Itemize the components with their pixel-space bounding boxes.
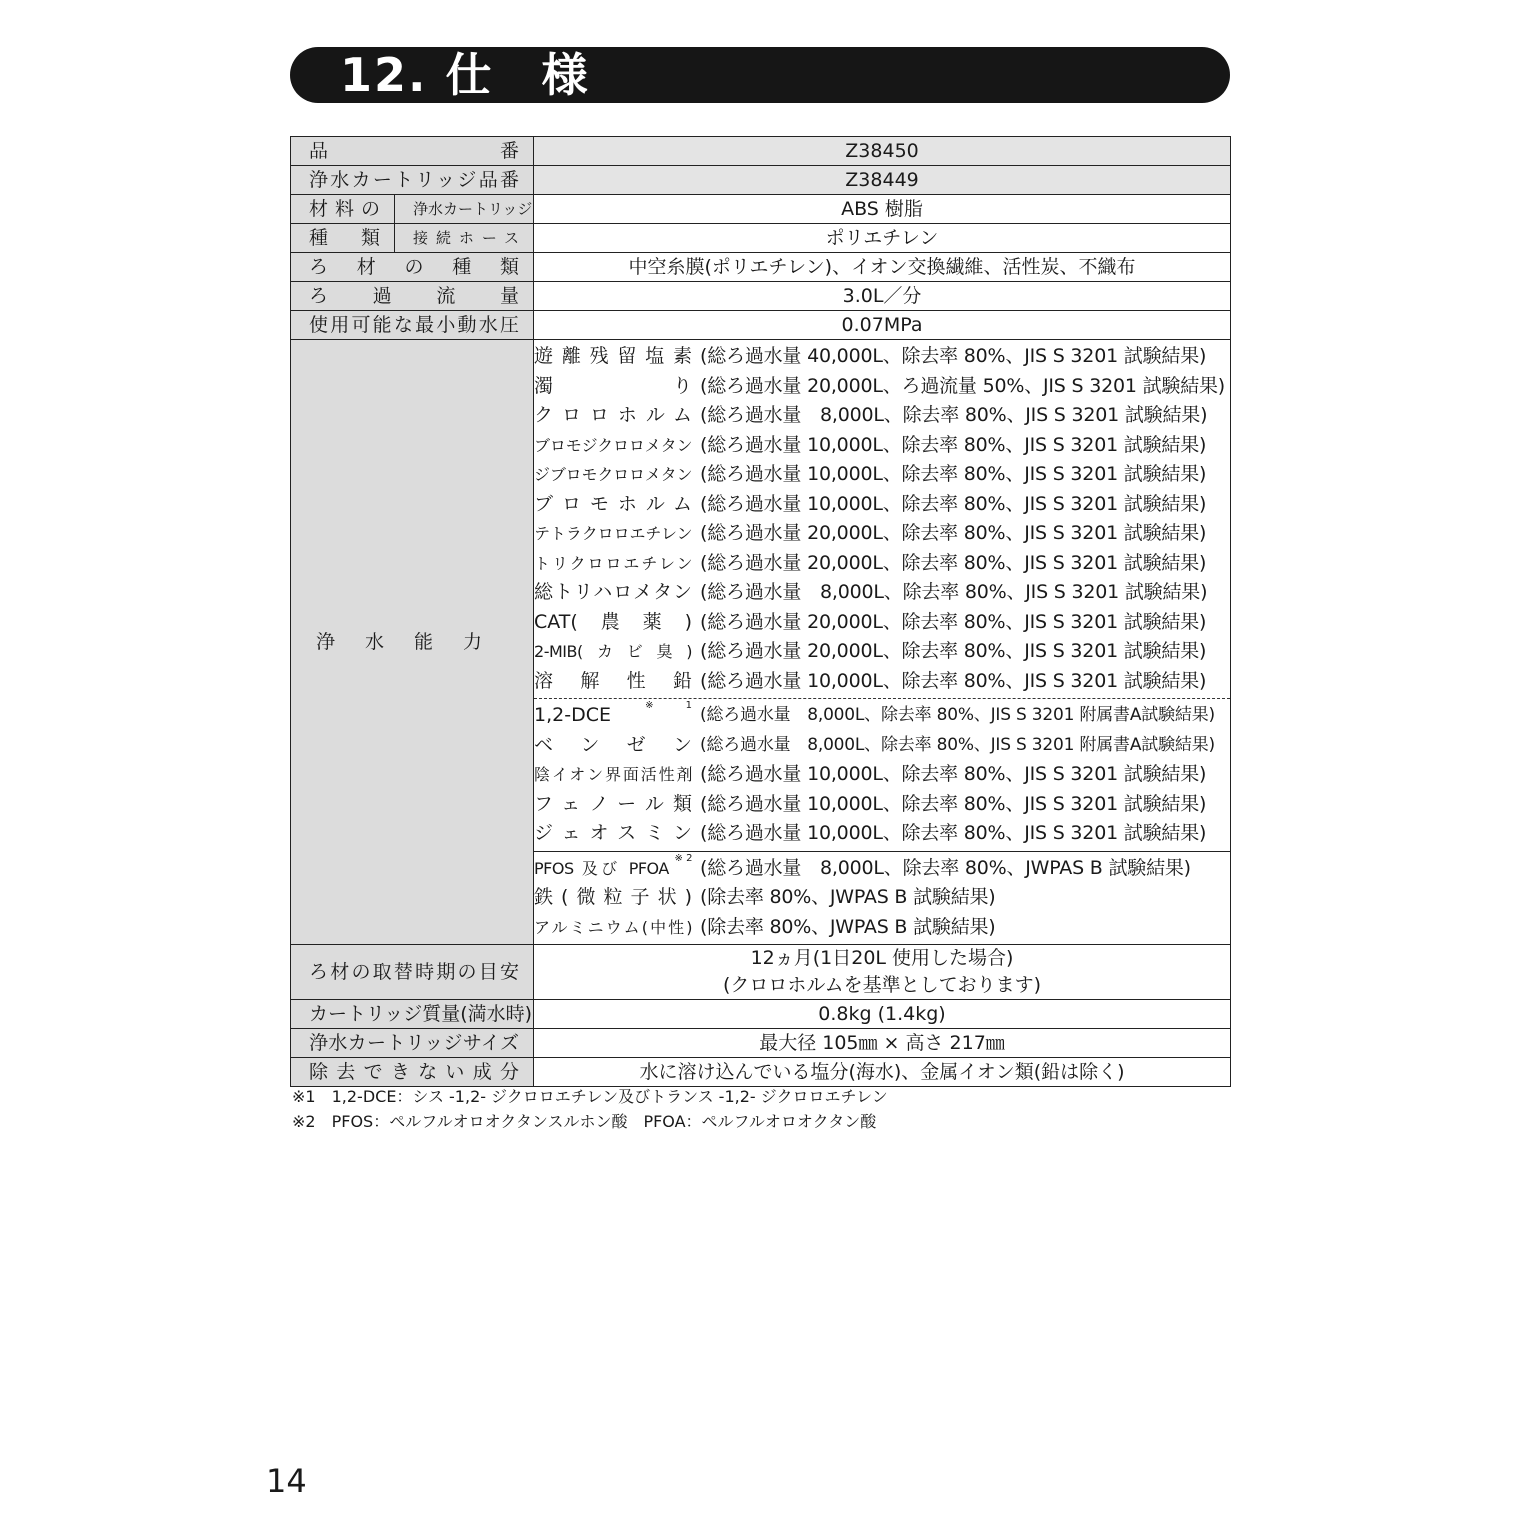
capability-row: [534, 913, 1230, 943]
capability-item-name: [534, 637, 692, 667]
capability-item-name-text: 陰イオン界面活性剤: [534, 765, 693, 784]
capability-item-name-text: PFOS 及び PFOA: [534, 858, 669, 878]
material-hose-label: 接続ホース: [413, 228, 520, 247]
capability-row: [534, 790, 1230, 820]
capability-row: [534, 701, 1230, 731]
capability-item-detail: (総ろ過水量 10,000L、除去率 80%、JIS S 3201 試験結果): [700, 763, 1207, 785]
replacement-line2: (クロロホルムを基準としております): [722, 974, 1042, 996]
capability-item-name-text: 遊離残留塩素: [534, 345, 693, 367]
capability-item-name-text: 1,2-DCE: [534, 704, 611, 726]
cartridge-mass-value: 0.8kg (1.4kg): [534, 1000, 1231, 1029]
capability-item-detail: (除去率 80%、JWPAS B 試験結果): [700, 915, 996, 938]
capability-item-detail: (総ろ過水量 40,000L、除去率 80%、JIS S 3201 試験結果): [700, 345, 1207, 367]
capability-item-detail: (総ろ過水量 10,000L、除去率 80%、JIS S 3201 試験結果): [700, 822, 1207, 844]
capability-item-name-text: 2-MIB(カビ臭): [534, 642, 693, 661]
row-min-pressure: [291, 311, 1231, 340]
cartridge-size-value: 最大径 105㎜ × 高さ 217㎜: [534, 1029, 1231, 1058]
capability-item-name: [534, 854, 692, 884]
capability-item-name: [534, 819, 692, 849]
capability-item-name-text: 溶解性鉛: [534, 669, 693, 692]
product-no-label: 品番: [309, 139, 520, 162]
replacement-line1: 12ヵ月(1日20L 使用した場合): [750, 947, 1014, 969]
capability-row: [534, 883, 1230, 913]
capability-item-name-text: クロロホルム: [534, 404, 693, 426]
capability-row: [534, 372, 1230, 402]
material-cartridge-value: ABS 樹脂: [534, 195, 1231, 224]
row-material-hose: [291, 224, 1231, 253]
capability-label: 浄水能力: [291, 340, 534, 945]
capability-item-name: [534, 519, 692, 549]
replacement-value: [534, 945, 1231, 1000]
capability-row: [534, 667, 1230, 697]
capability-group-annex: [534, 698, 1230, 851]
capability-item-name-text: テトラクロロエチレン: [534, 524, 693, 543]
cartridge-no-label: 浄水カートリッジ品番: [309, 168, 520, 191]
capability-group-standard: [534, 340, 1230, 698]
capability-row: [534, 549, 1230, 579]
capability-item-name: [534, 431, 692, 461]
section-number: 12.: [340, 48, 428, 102]
capability-item-name: [534, 578, 692, 608]
section-title-text: 仕 様: [445, 48, 590, 102]
capability-item-name-text: 濁り: [534, 374, 693, 397]
capability-item-name-text: ベンゼン: [534, 733, 693, 756]
capability-item-name-text: ジェオスミン: [534, 822, 693, 844]
spec-table: [290, 136, 1231, 1087]
footnote-reference: ※1: [613, 700, 693, 711]
row-flow-rate: [291, 282, 1231, 311]
capability-item-name-text: アルミニウム(中性): [534, 917, 693, 937]
material-cartridge-label: 浄水カートリッジ: [413, 199, 533, 218]
capability-item-detail: (総ろ過水量 20,000L、ろ過流量 50%、JIS S 3201 試験結果): [700, 374, 1226, 397]
capability-item-name: [534, 790, 692, 820]
capability-item-detail: (総ろ過水量 20,000L、除去率 80%、JIS S 3201 試験結果): [700, 551, 1207, 574]
footnote-mark: ※1: [292, 1087, 316, 1106]
footnote-reference: ※2: [670, 852, 693, 864]
row-cartridge-size: [291, 1029, 1231, 1058]
capability-item-name: [534, 608, 692, 638]
row-material-cartridge: [291, 195, 1231, 224]
capability-item-detail: (総ろ過水量 8,000L、除去率 80%、JIS S 3201 附属書A試験結果): [700, 705, 1215, 725]
capability-item-detail: (総ろ過水量 20,000L、除去率 80%、JIS S 3201 試験結果): [700, 610, 1207, 633]
capability-item-name: [534, 883, 692, 913]
capability-item-name-text: ブロモジクロロメタン: [534, 435, 693, 455]
filter-type-label: ろ材の種類: [309, 255, 520, 278]
capability-item-name: [534, 342, 692, 372]
capability-item-name: [534, 760, 692, 790]
capability-row: [534, 519, 1230, 549]
capability-item-name-text: フェノール類: [534, 792, 693, 815]
capability-item-name-text: CAT(農薬): [534, 610, 693, 633]
row-not-removable: [291, 1058, 1231, 1087]
footnote-text: PFOS：ペルフルオロオクタンスルホン酸 PFOA：ペルフルオロオクタン酸: [331, 1112, 877, 1131]
capability-item-detail: (総ろ過水量 20,000L、除去率 80%、JIS S 3201 試験結果): [700, 640, 1207, 662]
capability-row: [534, 731, 1230, 761]
capability-item-name-text: トリクロロエチレン: [534, 553, 693, 573]
filter-type-value: 中空糸膜(ポリエチレン)、イオン交換繊維、活性炭、不織布: [534, 253, 1231, 282]
capability-row: [534, 490, 1230, 520]
footnote-mark: ※2: [292, 1112, 316, 1131]
capability-row: [534, 342, 1230, 372]
section-title-bar: [290, 47, 1230, 103]
min-pressure-label: 使用可能な最小動水圧: [309, 313, 520, 336]
capability-item-name-text: ジブロモクロロメタン: [534, 465, 693, 484]
capability-item-detail: (総ろ過水量 10,000L、除去率 80%、JIS S 3201 試験結果): [700, 433, 1207, 456]
capability-row: [534, 854, 1230, 884]
capability-item-detail: (総ろ過水量 10,000L、除去率 80%、JIS S 3201 試験結果): [700, 792, 1207, 815]
footnote-text: 1,2-DCE：シス -1,2- ジクロロエチレン及びトランス -1,2- ジクロロエチレン: [331, 1087, 888, 1106]
capability-item-name-text: 鉄(微粒子状): [534, 886, 693, 908]
capability-item-name: [534, 460, 692, 490]
capability-item-detail: (総ろ過水量 20,000L、除去率 80%、JIS S 3201 試験結果): [700, 522, 1207, 544]
product-no-value: Z38450: [534, 137, 1231, 166]
row-filter-type: [291, 253, 1231, 282]
not-removable-label: 除去できない成分: [309, 1060, 520, 1083]
capability-item-detail: (総ろ過水量 8,000L、除去率 80%、JIS S 3201 試験結果): [700, 404, 1208, 426]
cartridge-no-value: Z38449: [534, 166, 1231, 195]
not-removable-value: 水に溶け込んでいる塩分(海水)、金属イオン類(鉛は除く): [534, 1058, 1231, 1087]
cartridge-size-label: 浄水カートリッジサイズ: [309, 1031, 520, 1054]
row-replacement: [291, 945, 1231, 1000]
capability-item-detail: (総ろ過水量 8,000L、除去率 80%、JIS S 3201 附属書A試験結果): [700, 734, 1215, 755]
row-product-no: [291, 137, 1231, 166]
footnote-2: [292, 1109, 888, 1134]
material-label-line1: 材料の: [309, 197, 380, 220]
capability-item-detail: (総ろ過水量 8,000L、除去率 80%、JWPAS B 試験結果): [700, 856, 1191, 879]
flow-rate-label: ろ過流量: [309, 284, 520, 307]
capability-item-name: [534, 667, 692, 697]
capability-row: [534, 760, 1230, 790]
capability-item-detail: (除去率 80%、JWPAS B 試験結果): [700, 886, 996, 908]
capability-item-name-text: 総トリハロメタン: [534, 581, 693, 603]
capability-item-detail: (総ろ過水量 10,000L、除去率 80%、JIS S 3201 試験結果): [700, 492, 1207, 515]
capability-row: [534, 608, 1230, 638]
capability-row: [534, 578, 1230, 608]
capability-item-name: [534, 401, 692, 431]
capability-row: [534, 637, 1230, 667]
footnotes: [292, 1084, 888, 1134]
capability-group-jwpas: [534, 851, 1230, 945]
row-capability: [291, 340, 1231, 945]
capability-item-name: [534, 913, 692, 943]
capability-row: [534, 401, 1230, 431]
capability-item-name-text: ブロモホルム: [534, 492, 693, 515]
section-title: [340, 47, 590, 103]
row-cartridge-no: [291, 166, 1231, 195]
capability-item-name: [534, 372, 692, 402]
min-pressure-value: 0.07MPa: [534, 311, 1231, 340]
material-label-line2: 種類: [309, 226, 380, 249]
row-cartridge-mass: [291, 1000, 1231, 1029]
material-hose-value: ポリエチレン: [534, 224, 1231, 253]
capability-item-name: [534, 490, 692, 520]
cartridge-mass-label: カートリッジ質量(満水時): [309, 1002, 533, 1025]
footnote-1: [292, 1084, 888, 1109]
page-number: 14: [266, 1462, 307, 1500]
flow-rate-value: 3.0L／分: [534, 282, 1231, 311]
capability-values: [534, 340, 1231, 945]
capability-row: [534, 819, 1230, 849]
replacement-label: ろ材の取替時期の目安: [309, 960, 520, 983]
capability-item-detail: (総ろ過水量 10,000L、除去率 80%、JIS S 3201 試験結果): [700, 463, 1207, 485]
capability-item-detail: (総ろ過水量 10,000L、除去率 80%、JIS S 3201 試験結果): [700, 669, 1207, 692]
capability-item-name: [534, 701, 692, 731]
capability-item-detail: (総ろ過水量 8,000L、除去率 80%、JIS S 3201 試験結果): [700, 581, 1208, 603]
capability-item-name: [534, 549, 692, 579]
capability-row: [534, 460, 1230, 490]
capability-row: [534, 431, 1230, 461]
capability-item-name: [534, 731, 692, 761]
